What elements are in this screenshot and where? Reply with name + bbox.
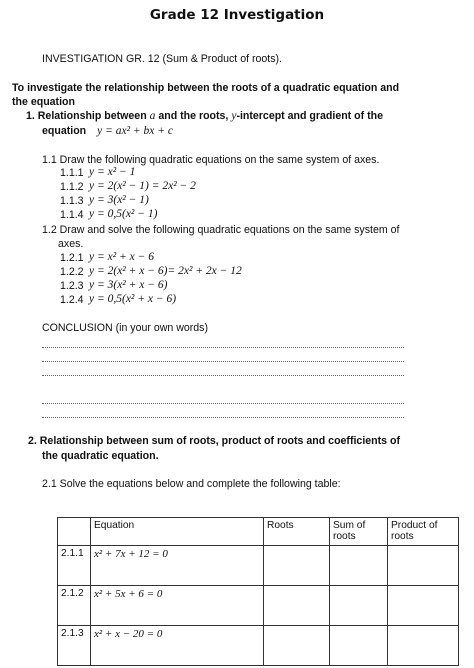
section-1-heading xyxy=(26,110,383,122)
product-cell[interactable] xyxy=(388,626,459,666)
q12-item-num: 1.2.1 xyxy=(60,252,84,264)
q12-item-num: 1.2.3 xyxy=(60,280,84,292)
q11-item-eq: y = x² − 1 xyxy=(89,166,136,178)
question-2-1: 2.1 Solve the equations below and complete the following table: xyxy=(42,478,341,490)
header-cell xyxy=(58,518,91,546)
conclusion-label: CONCLUSION (in your own words) xyxy=(42,322,209,334)
row-equation: x² + x − 20 = 0 xyxy=(91,626,264,666)
header-cell: Equation xyxy=(91,518,264,546)
section-1-end: -intercept and gradient of the xyxy=(236,110,383,122)
q12-item-eq: y = 0,5(x² + x − 6) xyxy=(89,293,177,305)
general-equation: y = ax² + bx + c xyxy=(97,125,173,137)
row-number: 2.1.1 xyxy=(58,546,91,586)
aim-line-2: the equation xyxy=(12,96,75,108)
table-row xyxy=(58,546,459,586)
q12-item-eq: y = x² + x − 6 xyxy=(89,251,155,263)
header-cell: Sum of roots xyxy=(330,518,388,546)
q12-item-eq: y = 3(x² + x − 6) xyxy=(89,279,168,291)
question-1-1: 1.1 Draw the following quadratic equations on the same system of axes. xyxy=(42,154,380,166)
sum-cell[interactable] xyxy=(330,586,388,626)
header-cell: Product of roots xyxy=(388,518,459,546)
q11-item-eq: y = 2(x² − 1) = 2x² − 2 xyxy=(89,180,196,192)
q11-item-num: 1.1.2 xyxy=(60,181,84,193)
row-equation: x² + 7x + 12 = 0 xyxy=(91,546,264,586)
table-row xyxy=(58,626,459,666)
row-number: 2.1.3 xyxy=(58,626,91,666)
sum-cell[interactable] xyxy=(330,626,388,666)
product-cell[interactable] xyxy=(388,586,459,626)
row-equation: x² + 5x + 6 = 0 xyxy=(91,586,264,626)
section-1-line-2 xyxy=(42,125,173,137)
q12-item-num: 1.2.4 xyxy=(60,294,84,306)
answer-line[interactable] xyxy=(42,347,404,348)
product-cell[interactable] xyxy=(388,546,459,586)
aim-line-1: To investigate the relationship between the roots of a quadratic equation and xyxy=(12,82,400,94)
roots-cell[interactable] xyxy=(264,586,330,626)
question-1-2-line-1: 1.2 Draw and solve the following quadratic equations on the same system of xyxy=(42,224,400,236)
section-1-text: 1. Relationship between xyxy=(26,110,147,122)
investigation-subtitle: INVESTIGATION GR. 12 (Sum & Product of roots). xyxy=(42,53,282,65)
section-1-a: a xyxy=(149,110,156,122)
answer-line[interactable] xyxy=(42,375,404,376)
q12-item-eq: y = 2(x² + x − 6)= 2x² + 2x − 12 xyxy=(89,265,242,277)
roots-cell[interactable] xyxy=(264,546,330,586)
table-header-row xyxy=(58,518,459,546)
section-1-mid: and the roots, xyxy=(155,110,232,122)
section-1-y: y xyxy=(231,110,237,122)
q11-item-num: 1.1.3 xyxy=(60,195,84,207)
roots-cell[interactable] xyxy=(264,626,330,666)
q11-item-eq: y = 0,5(x² − 1) xyxy=(89,208,158,220)
header-cell: Roots xyxy=(264,518,330,546)
answer-line[interactable] xyxy=(42,361,404,362)
row-number: 2.1.2 xyxy=(58,586,91,626)
section-2-heading-line-2: the quadratic equation. xyxy=(42,450,159,462)
page-title: Grade 12 Investigation xyxy=(149,7,325,23)
answer-line[interactable] xyxy=(42,403,404,404)
section-1-equation-label: equation xyxy=(42,125,87,137)
table-row xyxy=(58,586,459,626)
section-2-heading-line-1: 2. Relationship between sum of roots, product of roots and coefficients of xyxy=(28,435,400,447)
q11-item-num: 1.1.4 xyxy=(60,209,84,221)
question-1-2-line-2: axes. xyxy=(58,238,84,250)
q12-item-num: 1.2.2 xyxy=(60,266,84,278)
q11-item-eq: y = 3(x² − 1) xyxy=(89,194,149,206)
sum-cell[interactable] xyxy=(330,546,388,586)
roots-table xyxy=(57,517,459,666)
q11-item-num: 1.1.1 xyxy=(60,167,84,179)
answer-line[interactable] xyxy=(42,417,404,418)
